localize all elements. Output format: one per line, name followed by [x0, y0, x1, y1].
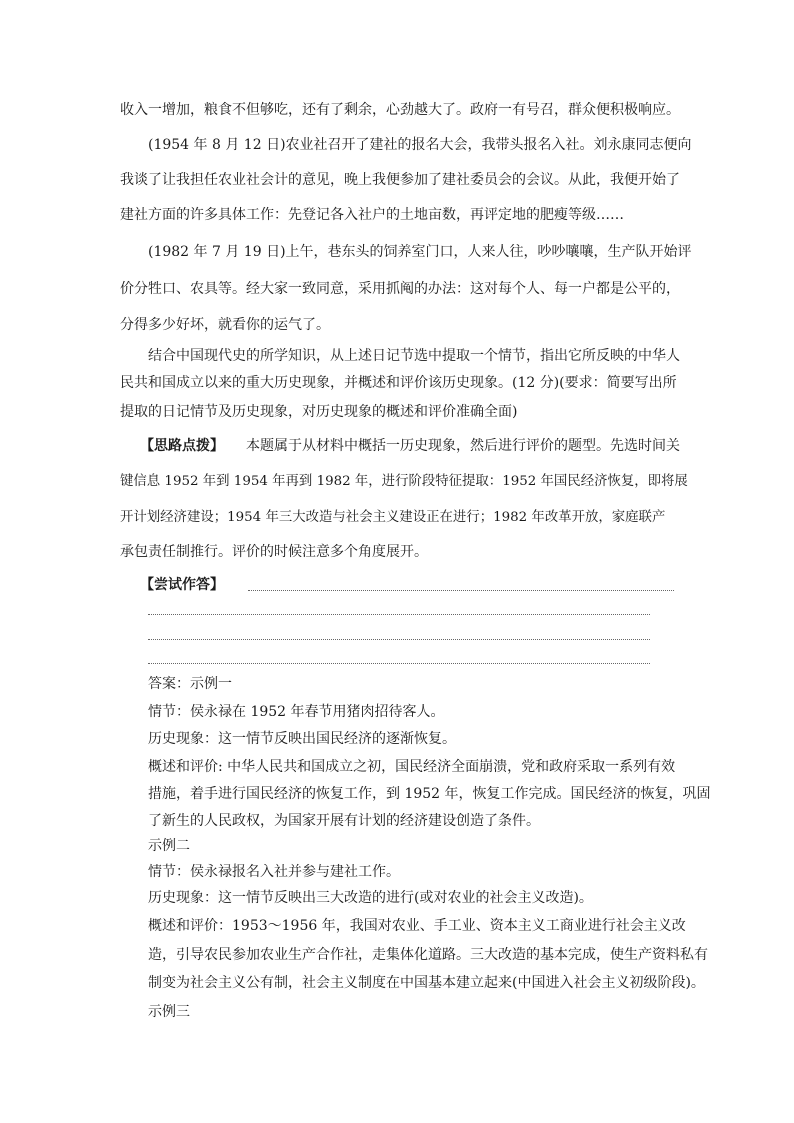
diary-text: 价分牲口、农具等。经大家一致同意，采用抓阄的办法：这对每个人、每一户都是公平的，	[120, 281, 680, 297]
hint-text: 键信息 1952 年到 1954 年再到 1982 年，进行阶段特征提取：1952 年国民经济恢复，即将展	[120, 474, 688, 489]
example-evaluation: 制变为社会主义公有制，社会主义制度在中国基本建立起来(中国进入社会主义初级阶段)。	[148, 975, 705, 991]
question-text: 结合中国现代史的所学知识，从上述日记节选中提取一个情节，指出它所反映的中华人	[148, 348, 680, 364]
example-evaluation: 概述和评价：1953～1956 年，我国对农业、手工业、资本主义工商业进行社会主义改	[148, 918, 686, 934]
answer-label: 答案：示例一	[148, 676, 232, 692]
diary-text: 收入一增加，粮食不但够吃，还有了剩余，心劲越大了。政府一有号召，群众便积极响应。	[120, 102, 680, 118]
answer-blank-line[interactable]	[148, 614, 650, 615]
example-phenomenon: 历史现象：这一情节反映出国民经济的逐渐恢复。	[148, 731, 456, 747]
diary-text: (1982 年 7 月 19 日)上午，巷东头的饲养室门口，人来人往，吵吵嚷嚷，生产队开始评	[148, 244, 692, 260]
question-text: 提取的日记情节及历史现象，对历史现象的概述和评价准确全面)	[120, 404, 518, 420]
example-plot: 情节：侯永禄在 1952 年春节用猪肉招待客人。	[148, 704, 445, 720]
example-evaluation: 了新生的人民政权，为国家开展有计划的经济建设创造了条件。	[148, 813, 540, 829]
example-phenomenon: 历史现象：这一情节反映出三大改造的进行(或对农业的社会主义改造)。	[148, 890, 593, 906]
hint-text: 本题属于从材料中概括一历史现象，然后进行评价的题型。先选时间关	[246, 438, 680, 454]
answer-blank-line[interactable]	[148, 663, 650, 664]
example-label: 示例三	[148, 1004, 190, 1020]
example-evaluation: 措施，着手进行国民经济的恢复工作，到 1952 年，恢复工作完成。国民经济的恢复，巩固	[148, 786, 711, 802]
example-evaluation: 概述和评价: 中华人民共和国成立之初，国民经济全面崩溃，党和政府采取一系列有效	[148, 759, 676, 775]
question-text: 民共和国成立以来的重大历史现象，并概述和评价该历史现象。(12 分)(要求：简要写出所	[120, 375, 677, 391]
answer-blank-line[interactable]	[148, 639, 650, 640]
hint-text: 承包责任制推行。评价的时候注意多个角度展开。	[120, 544, 428, 560]
answer-blank-line[interactable]	[248, 590, 674, 591]
diary-text: 建社方面的许多具体工作：先登记各入社户的土地亩数，再评定地的肥瘦等级……	[120, 207, 624, 223]
example-evaluation: 造，引导农民参加农业生产合作社，走集体化道路。三大改造的基本完成，使生产资料私有	[148, 947, 708, 963]
diary-text: 我谈了让我担任农业社会计的意见，晚上我便参加了建社委员会的会议。从此，我便开始了	[120, 172, 680, 188]
diary-text: 分得多少好坏，就看你的运气了。	[120, 317, 330, 333]
example-label: 示例二	[148, 838, 190, 854]
hint-text: 开计划经济建设；1954 年三大改造与社会主义建设正在进行；1982 年改革开放，家庭联产	[120, 510, 666, 525]
attempt-title: 【尝试作答】	[140, 577, 224, 593]
diary-text: (1954 年 8 月 12 日)农业社召开了建社的报名大会，我带头报名入社。刘永康同志便向	[148, 137, 692, 153]
example-plot: 情节：侯永禄报名入社并参与建社工作。	[148, 864, 400, 880]
hint-title: 【思路点拨】	[140, 438, 224, 454]
